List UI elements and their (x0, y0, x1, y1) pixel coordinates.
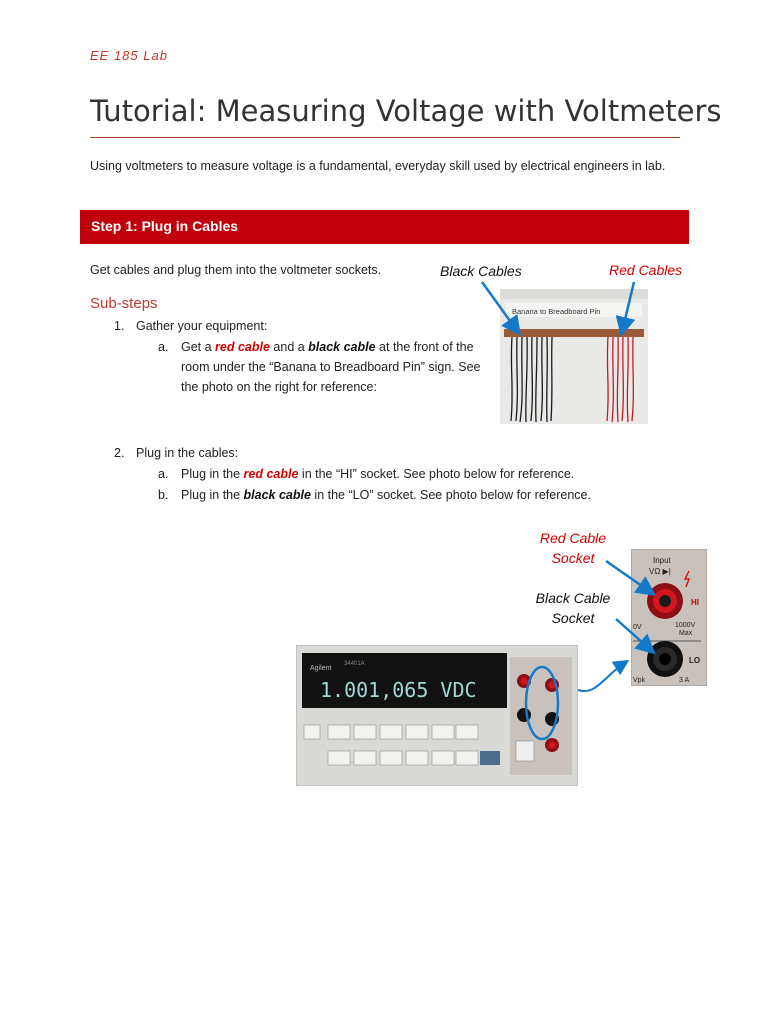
callout-line: Red Cable (539, 530, 607, 546)
intro-text: Using voltmeters to measure voltage is a fundamental, everyday skill used by electrical engineers in lab. (90, 159, 666, 173)
arrow-to-red-socket (606, 561, 652, 593)
callout-line: Black Cable (535, 590, 611, 606)
max-label-2: Max (679, 630, 693, 637)
text-segment: Plug in the (181, 488, 244, 502)
sign-text: Banana to Breadboard Pin (512, 307, 601, 316)
cable-arrows (470, 270, 650, 350)
sublist-letter: b. (158, 488, 169, 502)
text-segment: at the front of the (375, 340, 474, 354)
title-divider (90, 137, 680, 138)
sublist-letter: a. (158, 467, 169, 481)
callout-red-cables: Red Cables (609, 262, 683, 278)
arrow-to-black-cables (482, 282, 518, 332)
voltmeter-photo (296, 645, 578, 786)
meter-brand: Agilent (310, 665, 332, 672)
input-symbol: VΩ ▶| (649, 567, 671, 576)
course-label: EE 185 Lab (90, 48, 168, 63)
red-cable-emphasis: red cable (243, 467, 299, 481)
callout-black-cables: Black Cables (440, 263, 522, 279)
text-segment: the photo on the right for reference: (181, 380, 377, 394)
arrow-to-red-cables (622, 282, 634, 332)
red-cable-emphasis: red cable (215, 340, 270, 354)
hi-label: HI (691, 598, 699, 607)
text-segment: Plug in the (181, 467, 244, 481)
black-cable-emphasis: black cable (243, 488, 311, 502)
step-heading: Step 1: Plug in Cables (91, 218, 239, 234)
callout-line: Socket (551, 550, 595, 566)
black-cable-emphasis: black cable (308, 340, 376, 354)
input-label: Input (653, 556, 671, 565)
list-item-text: Gather your equipment: (136, 319, 268, 333)
text-segment: in the “HI” socket. See photo below for reference. (298, 467, 575, 481)
sublist-item-text (181, 485, 591, 505)
shift-button (480, 751, 500, 765)
lo-label: LO (689, 656, 701, 665)
substeps-heading: Sub-steps (90, 295, 158, 312)
step-description: Get cables and plug them into the voltmeter sockets. (90, 263, 382, 277)
meter-model: 34401A (344, 661, 365, 667)
list-number: 1. (114, 319, 125, 333)
sublist-letter: a. (158, 340, 169, 354)
amp-label: 3 A (679, 677, 690, 684)
text-segment: in the “LO” socket. See photo below for reference. (310, 488, 591, 502)
meter-reading: 1.001,065 VDC (320, 678, 477, 702)
text-segment: and a (269, 340, 309, 354)
vpk-label: Vpk (633, 677, 646, 684)
page-title: Tutorial: Measuring Voltage with Voltmeters (90, 94, 722, 128)
v-label: 0V (633, 624, 642, 631)
list-item-text: Plug in the cables: (136, 446, 239, 460)
max-label-1: 1000V (675, 622, 696, 629)
sublist-item-text (181, 337, 491, 397)
list-number: 2. (114, 446, 125, 460)
text-segment: Get a (181, 340, 216, 354)
connector-arrow (556, 640, 636, 700)
sublist-item-text (181, 464, 574, 484)
callout-line: Socket (551, 610, 595, 626)
text-segment: room under the “Banana to Breadboard Pin” sign. See (181, 360, 481, 374)
